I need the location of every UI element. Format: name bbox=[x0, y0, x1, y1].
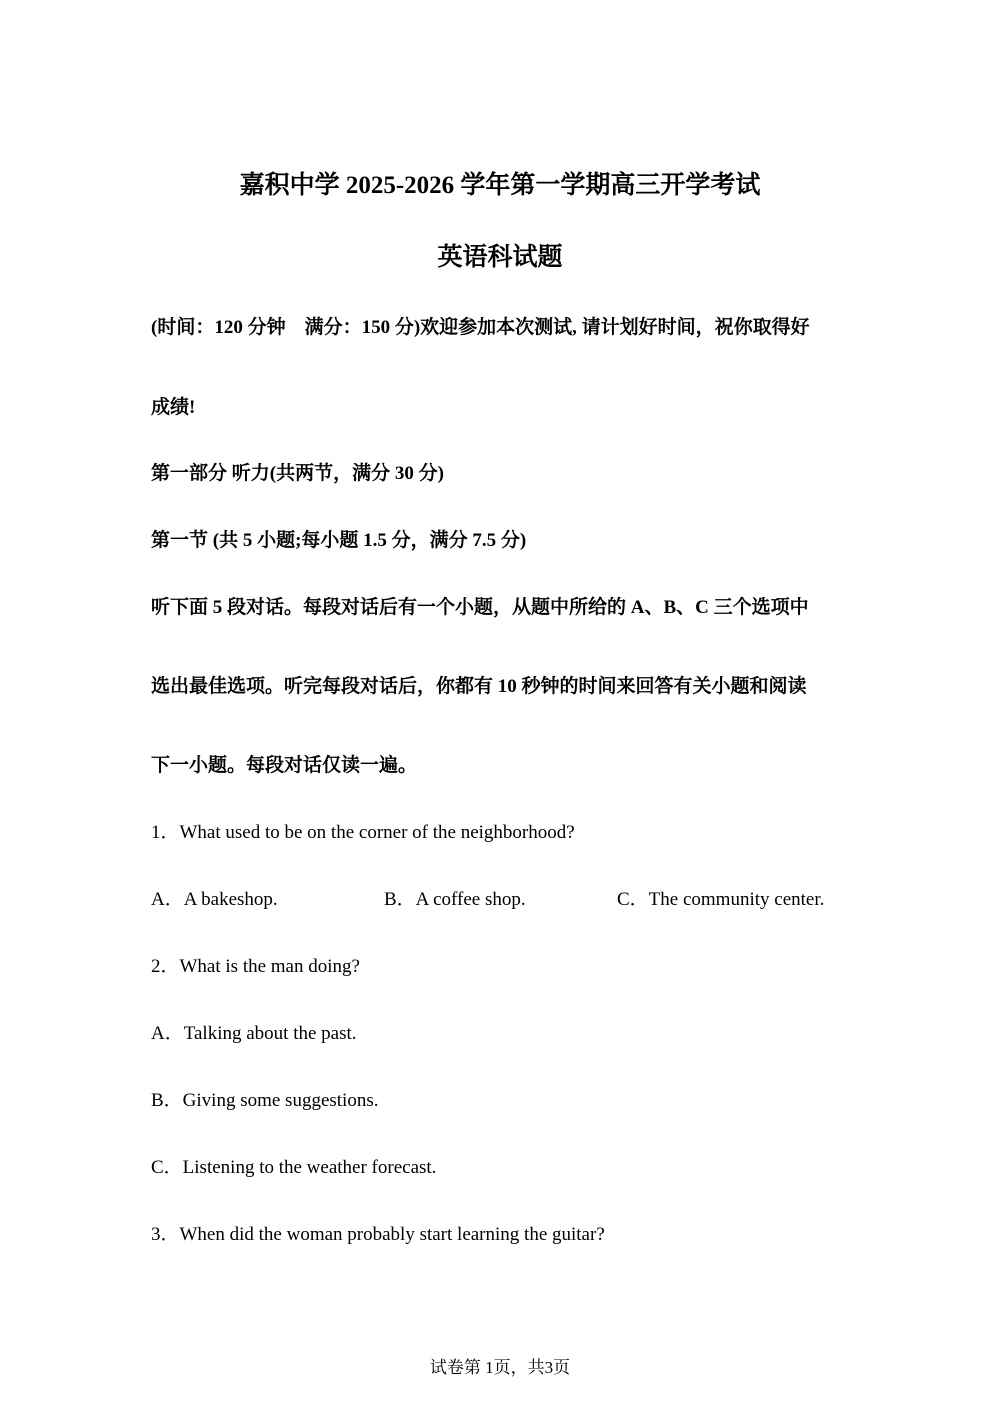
question-3-stem: 3．When did the woman probably start learning the guitar? bbox=[151, 1224, 605, 1245]
instruction-line-1: 听下面 5 段对话。每段对话后有一个小题，从题中所给的 A、B、C 三个选项中 bbox=[151, 597, 809, 618]
intro-line-2: 成绩! bbox=[151, 397, 196, 418]
question-2-stem: 2．What is the man doing? bbox=[151, 956, 360, 977]
page-footer: 试卷第 1页，共3页 bbox=[429, 1358, 571, 1377]
question-1-option-c: C．The community center. bbox=[617, 889, 825, 910]
question-2-option-c: C．Listening to the weather forecast. bbox=[151, 1157, 437, 1178]
section-heading: 第一节 (共 5 小题;每小题 1.5 分，满分 7.5 分) bbox=[151, 530, 527, 551]
question-1-option-a: A．A bakeshop. bbox=[151, 889, 278, 910]
part-heading: 第一部分 听力(共两节，满分 30 分) bbox=[151, 463, 444, 484]
exam-title: 嘉积中学 2025-2026 学年第一学期高三开学考试 bbox=[239, 172, 761, 199]
question-1-option-b: B．A coffee shop. bbox=[384, 889, 526, 910]
question-2-option-a: A．Talking about the past. bbox=[151, 1023, 357, 1044]
instruction-line-3: 下一小题。每段对话仅读一遍。 bbox=[151, 755, 418, 776]
instruction-line-2: 选出最佳选项。听完每段对话后，你都有 10 秒钟的时间来回答有关小题和阅读 bbox=[151, 676, 807, 697]
question-2-option-b: B．Giving some suggestions. bbox=[151, 1090, 379, 1111]
exam-subtitle: 英语科试题 bbox=[437, 244, 563, 271]
question-1-stem: 1．What used to be on the corner of the neighborhood? bbox=[151, 822, 575, 843]
intro-line-1: (时间：120 分钟 满分：150 分)欢迎参加本次测试, 请计划好时间，祝你取得好 bbox=[151, 317, 810, 338]
